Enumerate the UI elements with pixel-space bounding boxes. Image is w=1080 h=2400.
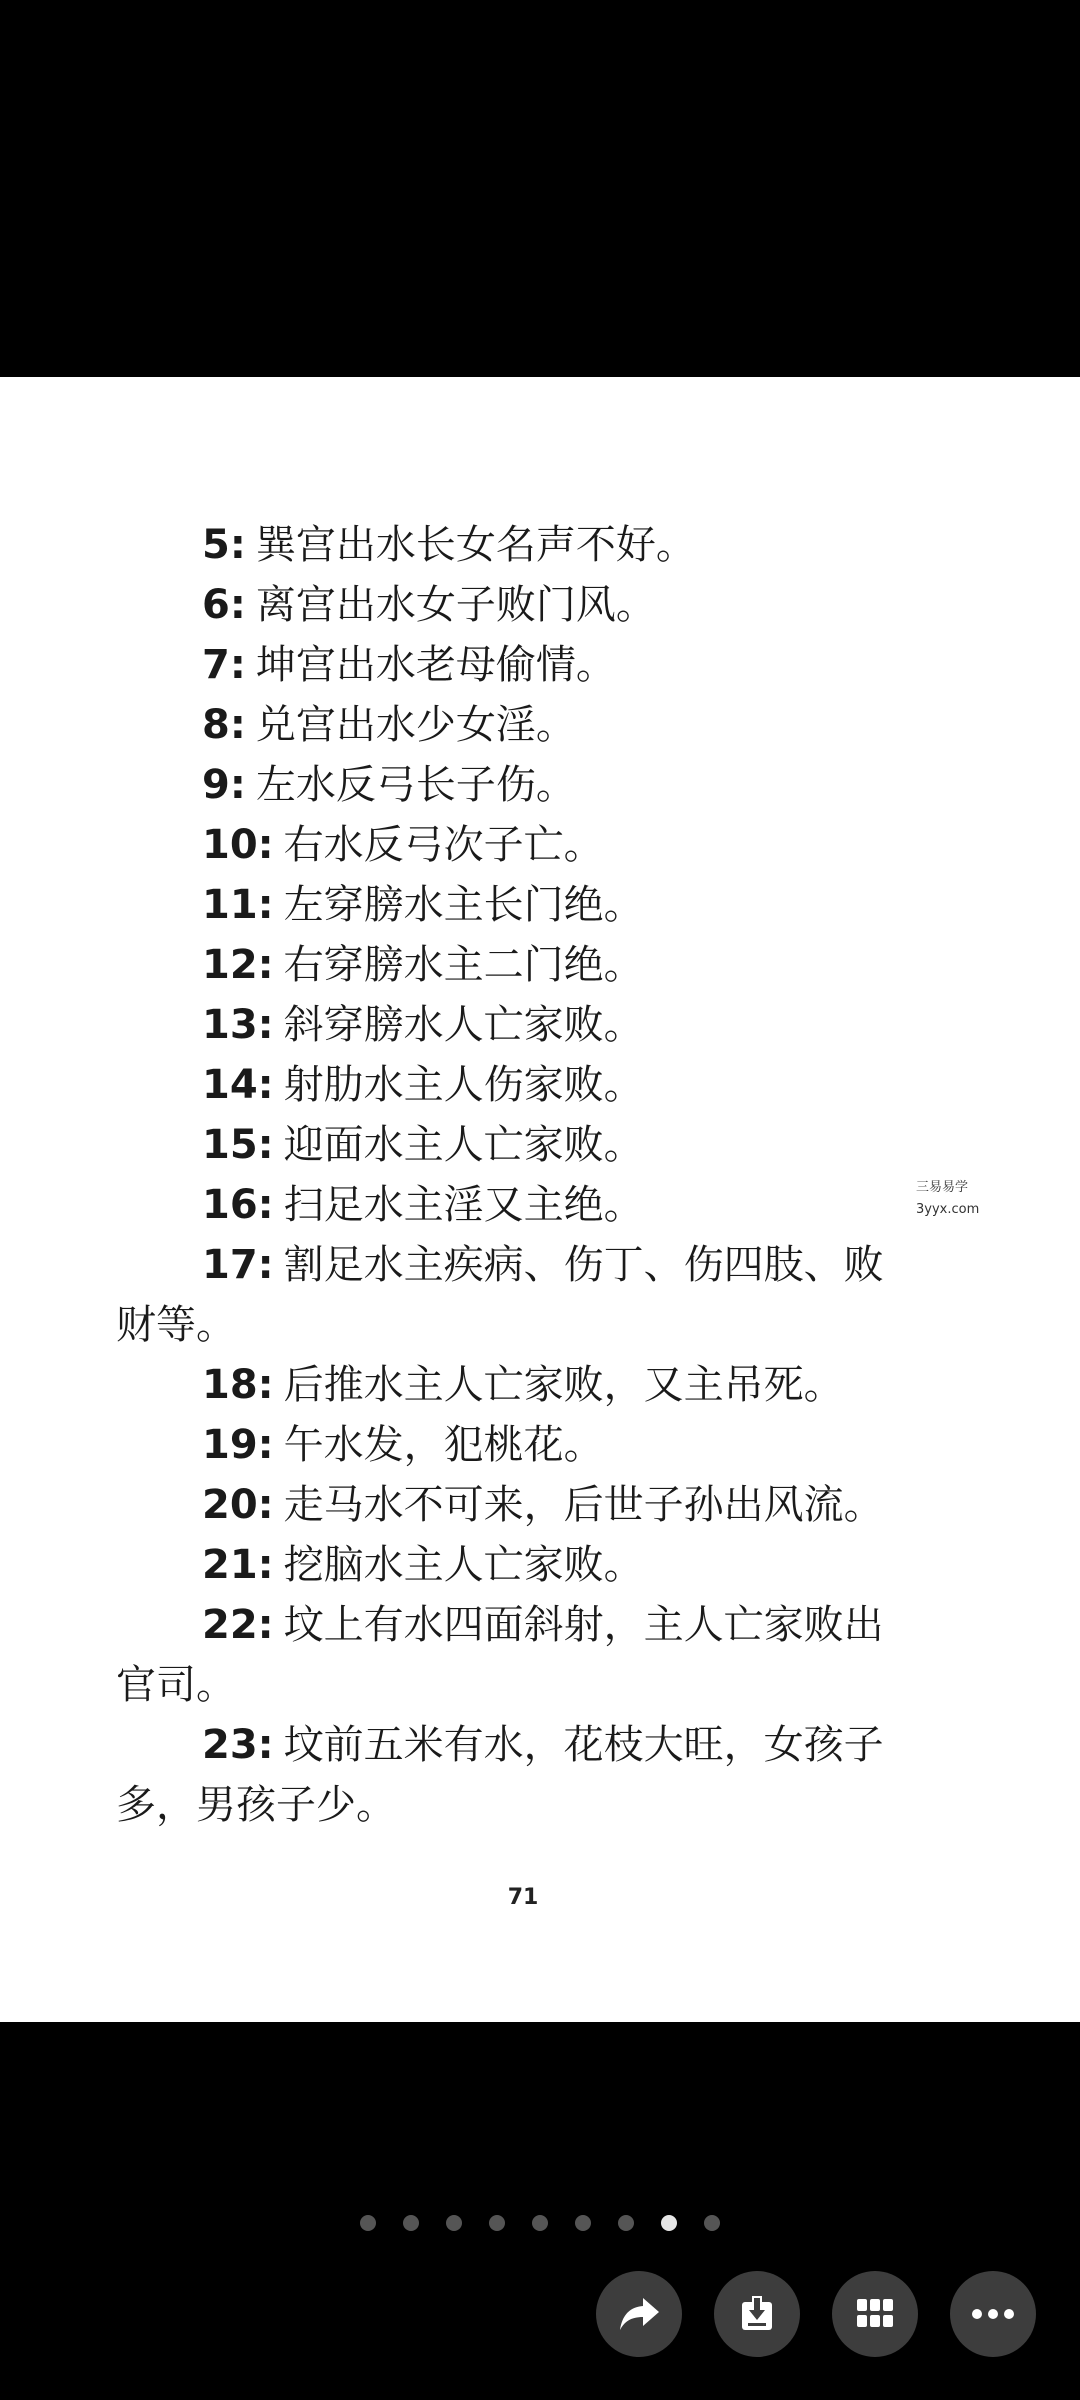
page-dot[interactable] xyxy=(489,2215,505,2231)
item-text: 射肋水主人伤家败。 xyxy=(283,1062,644,1108)
list-item xyxy=(116,1715,946,1775)
list-item xyxy=(116,1175,946,1235)
item-text: 右水反弓次子亡。 xyxy=(283,822,604,868)
item-number: 18: xyxy=(202,1362,274,1408)
list-item xyxy=(116,575,946,635)
page-dot[interactable] xyxy=(532,2215,548,2231)
list-item xyxy=(116,1355,946,1415)
item-number: 12: xyxy=(202,942,274,988)
item-continuation: 多，男孩子少。 xyxy=(116,1782,396,1828)
page-number: 71 xyxy=(507,1885,539,1910)
item-number: 19: xyxy=(202,1422,274,1468)
list-item xyxy=(116,635,946,695)
page-dot[interactable] xyxy=(661,2215,677,2231)
top-black-area xyxy=(0,0,1080,377)
download-icon xyxy=(737,2294,777,2334)
list-item xyxy=(116,875,946,935)
item-text: 右穿膀水主二门绝。 xyxy=(283,942,644,988)
item-text: 午水发，犯桃花。 xyxy=(283,1422,604,1468)
share-icon xyxy=(617,2294,661,2334)
item-number: 16: xyxy=(202,1182,274,1228)
item-text: 后推水主人亡家败，又主吊死。 xyxy=(283,1362,844,1408)
item-number: 15: xyxy=(202,1122,274,1168)
list-item xyxy=(116,1055,946,1115)
watermark-line-1: 三易易学 xyxy=(916,1180,969,1195)
page-dot[interactable] xyxy=(575,2215,591,2231)
share-button[interactable] xyxy=(596,2271,682,2357)
more-icon xyxy=(971,2308,1015,2320)
item-number: 9: xyxy=(202,762,246,808)
list-item xyxy=(116,1415,946,1475)
page-dot[interactable] xyxy=(704,2215,720,2231)
item-number: 8: xyxy=(202,702,246,748)
list-item xyxy=(116,515,946,575)
grid-icon xyxy=(855,2297,895,2331)
watermark-line-2: 3yyx.com xyxy=(916,1202,980,1217)
grid-button[interactable] xyxy=(832,2271,918,2357)
list-item xyxy=(116,1595,946,1655)
page-dot[interactable] xyxy=(360,2215,376,2231)
list-item xyxy=(116,755,946,815)
list-item xyxy=(116,1475,946,1535)
list-item xyxy=(116,695,946,755)
list-item xyxy=(116,1235,946,1295)
item-text: 扫足水主淫又主绝。 xyxy=(283,1182,644,1228)
item-text: 兑宫出水少女淫。 xyxy=(255,702,576,748)
item-continuation: 财等。 xyxy=(116,1302,236,1348)
item-text: 挖脑水主人亡家败。 xyxy=(283,1542,644,1588)
watermark xyxy=(916,1177,979,1221)
item-number: 21: xyxy=(202,1542,274,1588)
page-dot[interactable] xyxy=(446,2215,462,2231)
item-number: 20: xyxy=(202,1482,274,1528)
item-text: 坟前五米有水，花枝大旺，女孩子 xyxy=(283,1722,884,1768)
item-number: 14: xyxy=(202,1062,274,1108)
list-item xyxy=(116,1535,946,1595)
item-number: 7: xyxy=(202,642,246,688)
item-number: 10: xyxy=(202,822,274,868)
list-item xyxy=(116,995,946,1055)
item-number: 5: xyxy=(202,522,246,568)
item-number: 22: xyxy=(202,1602,274,1648)
item-text: 左穿膀水主长门绝。 xyxy=(283,882,644,928)
item-text: 巽宫出水长女名声不好。 xyxy=(255,522,696,568)
action-bar xyxy=(596,2271,1036,2357)
item-number: 17: xyxy=(202,1242,274,1288)
item-text: 离宫出水女子败门风。 xyxy=(255,582,656,628)
item-number: 6: xyxy=(202,582,246,628)
item-text: 左水反弓长子伤。 xyxy=(255,762,576,808)
more-button[interactable] xyxy=(950,2271,1036,2357)
download-button[interactable] xyxy=(714,2271,800,2357)
item-text: 坟上有水四面斜射，主人亡家败出 xyxy=(283,1602,884,1648)
page-indicator xyxy=(0,2215,1080,2231)
item-text: 走马水不可来，后世子孙出风流。 xyxy=(283,1482,884,1528)
list-item xyxy=(116,1115,946,1175)
list-item xyxy=(116,935,946,995)
item-text: 迎面水主人亡家败。 xyxy=(283,1122,644,1168)
item-number: 11: xyxy=(202,882,274,928)
item-number: 13: xyxy=(202,1002,274,1048)
item-number: 23: xyxy=(202,1722,274,1768)
item-continuation: 官司。 xyxy=(116,1662,236,1708)
item-text: 坤宫出水老母偷情。 xyxy=(255,642,616,688)
item-text: 斜穿膀水人亡家败。 xyxy=(283,1002,644,1048)
page-dot[interactable] xyxy=(618,2215,634,2231)
page-dot[interactable] xyxy=(403,2215,419,2231)
list-item xyxy=(116,815,946,875)
document-page[interactable] xyxy=(0,377,1080,2022)
item-text: 割足水主疾病、伤丁、伤四肢、败 xyxy=(283,1242,884,1288)
text-lines xyxy=(116,515,946,1835)
